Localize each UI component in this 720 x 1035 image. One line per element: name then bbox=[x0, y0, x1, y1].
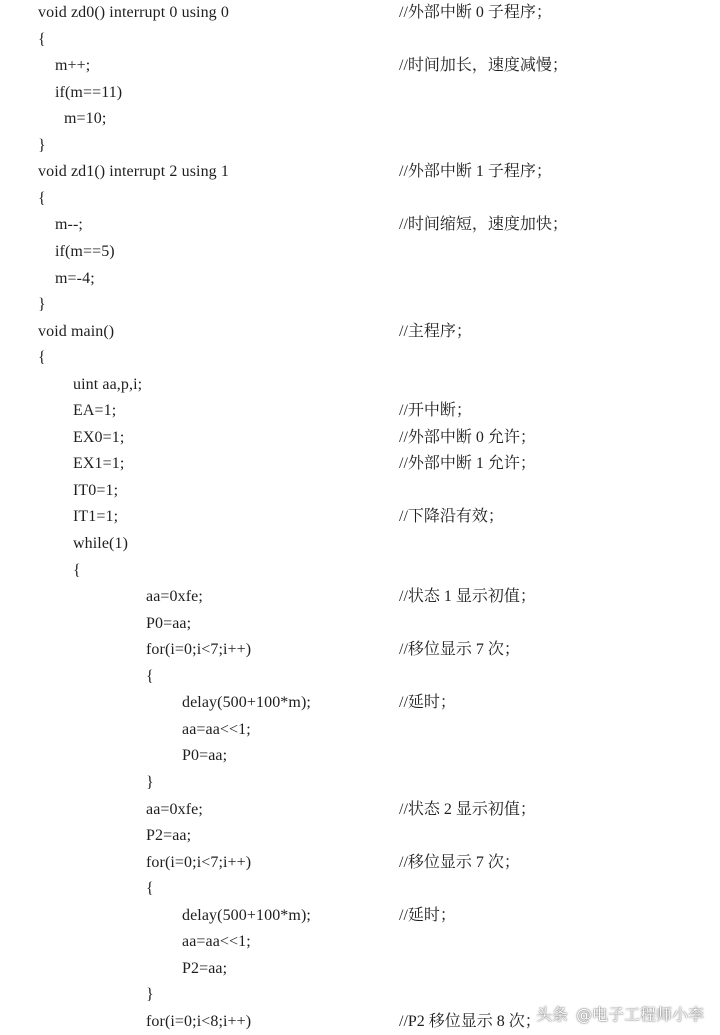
code-line bbox=[0, 558, 720, 585]
code-text: for(i=0;i<7;i++) bbox=[146, 641, 252, 659]
code-text: m++; bbox=[55, 57, 91, 75]
code-text: delay(500+100*m); bbox=[182, 906, 311, 924]
code-line bbox=[0, 717, 720, 744]
watermark bbox=[536, 1002, 704, 1025]
code-text: while(1) bbox=[73, 535, 129, 552]
code-text: } bbox=[38, 296, 46, 314]
code-line bbox=[0, 850, 720, 877]
code-text: for(i=0;i<7;i++) bbox=[146, 853, 252, 871]
code-comment: //状态 1 显示初值； bbox=[399, 588, 536, 606]
code-line bbox=[0, 531, 720, 558]
code-text: m--; bbox=[55, 216, 83, 234]
code-text: P2=aa; bbox=[146, 827, 192, 845]
code-comment: //外部中断 1 允许； bbox=[399, 455, 536, 473]
watermark-platform: 头条 bbox=[535, 1005, 568, 1024]
code-line bbox=[0, 770, 720, 797]
code-line bbox=[0, 345, 720, 372]
code-line bbox=[0, 903, 720, 930]
code-text: { bbox=[38, 189, 46, 207]
code-comment: //开中断； bbox=[399, 402, 472, 420]
code-line bbox=[0, 637, 720, 664]
code-line bbox=[0, 876, 720, 903]
code-line bbox=[0, 53, 720, 80]
code-text: aa=0xfe; bbox=[146, 588, 203, 606]
code-text: m=10; bbox=[64, 110, 107, 128]
code-comment: //延时； bbox=[399, 906, 456, 924]
code-text: for(i=0;i<8;i++) bbox=[146, 1012, 252, 1030]
code-text: if(m==11) bbox=[55, 83, 123, 101]
code-line bbox=[0, 106, 720, 133]
code-comment: //移位显示 7 次； bbox=[399, 641, 520, 659]
code-text: P0=aa; bbox=[182, 747, 228, 765]
code-comment: //主程序； bbox=[399, 322, 472, 340]
code-line bbox=[0, 478, 720, 505]
code-comment: //时间加长，速度减慢； bbox=[399, 57, 568, 75]
code-text: EA=1; bbox=[73, 402, 117, 420]
code-comment: //状态 2 显示初值； bbox=[399, 800, 536, 818]
code-line bbox=[0, 690, 720, 717]
code-line bbox=[0, 425, 720, 452]
code-line bbox=[0, 797, 720, 824]
code-text: { bbox=[146, 880, 154, 898]
code-comment: //下降沿有效； bbox=[399, 508, 504, 526]
code-line bbox=[0, 372, 720, 399]
code-line bbox=[0, 398, 720, 425]
code-line bbox=[0, 584, 720, 611]
code-text: { bbox=[38, 349, 46, 367]
code-text: void zd1() interrupt 2 using 1 bbox=[38, 163, 229, 181]
code-text: IT1=1; bbox=[73, 508, 119, 526]
code-comment: //外部中断 0 子程序； bbox=[399, 4, 552, 21]
code-text: EX1=1; bbox=[73, 455, 125, 473]
code-line bbox=[0, 319, 720, 346]
code-comment: //移位显示 7 次； bbox=[399, 853, 520, 871]
code-line bbox=[0, 186, 720, 213]
code-line bbox=[0, 743, 720, 770]
watermark-handle: @电子工程师小李 bbox=[575, 1005, 704, 1024]
code-text: } bbox=[146, 773, 154, 791]
code-text: { bbox=[146, 667, 154, 685]
code-line bbox=[0, 929, 720, 956]
code-line bbox=[0, 664, 720, 691]
code-text: delay(500+100*m); bbox=[182, 694, 311, 712]
code-comment: //外部中断 0 允许； bbox=[399, 428, 536, 446]
code-text: } bbox=[146, 986, 154, 1004]
code-comment: //延时； bbox=[399, 694, 456, 712]
code-text: aa=aa<<1; bbox=[182, 720, 251, 738]
code-line bbox=[0, 504, 720, 531]
code-line bbox=[0, 159, 720, 186]
code-line bbox=[0, 239, 720, 266]
code-text: void zd0() interrupt 0 using 0 bbox=[38, 4, 229, 21]
code-text: EX0=1; bbox=[73, 428, 125, 446]
code-text: m=-4; bbox=[55, 269, 95, 287]
code-line bbox=[0, 823, 720, 850]
code-text: } bbox=[38, 136, 46, 154]
code-comment: //时间缩短，速度加快； bbox=[399, 216, 568, 234]
code-line bbox=[0, 956, 720, 983]
code-text: void main() bbox=[38, 322, 115, 340]
code-line bbox=[0, 212, 720, 239]
code-comment: //P2 移位显示 8 次； bbox=[399, 1012, 541, 1030]
code-comment: //外部中断 1 子程序； bbox=[399, 163, 552, 181]
code-line bbox=[0, 611, 720, 638]
code-text: { bbox=[38, 30, 46, 48]
code-text: aa=0xfe; bbox=[146, 800, 203, 818]
code-text: P2=aa; bbox=[182, 959, 228, 977]
code-text: { bbox=[73, 561, 81, 579]
code-line bbox=[0, 27, 720, 54]
code-line bbox=[0, 133, 720, 160]
code-text: aa=aa<<1; bbox=[182, 933, 251, 951]
code-line bbox=[0, 266, 720, 293]
code-text: IT0=1; bbox=[73, 481, 119, 499]
code-line bbox=[0, 451, 720, 478]
code-line bbox=[0, 292, 720, 319]
code-text: P0=aa; bbox=[146, 614, 192, 632]
code-line bbox=[0, 0, 720, 27]
code-text: if(m==5) bbox=[55, 242, 115, 260]
code-text: uint aa,p,i; bbox=[73, 375, 143, 393]
code-line bbox=[0, 80, 720, 107]
